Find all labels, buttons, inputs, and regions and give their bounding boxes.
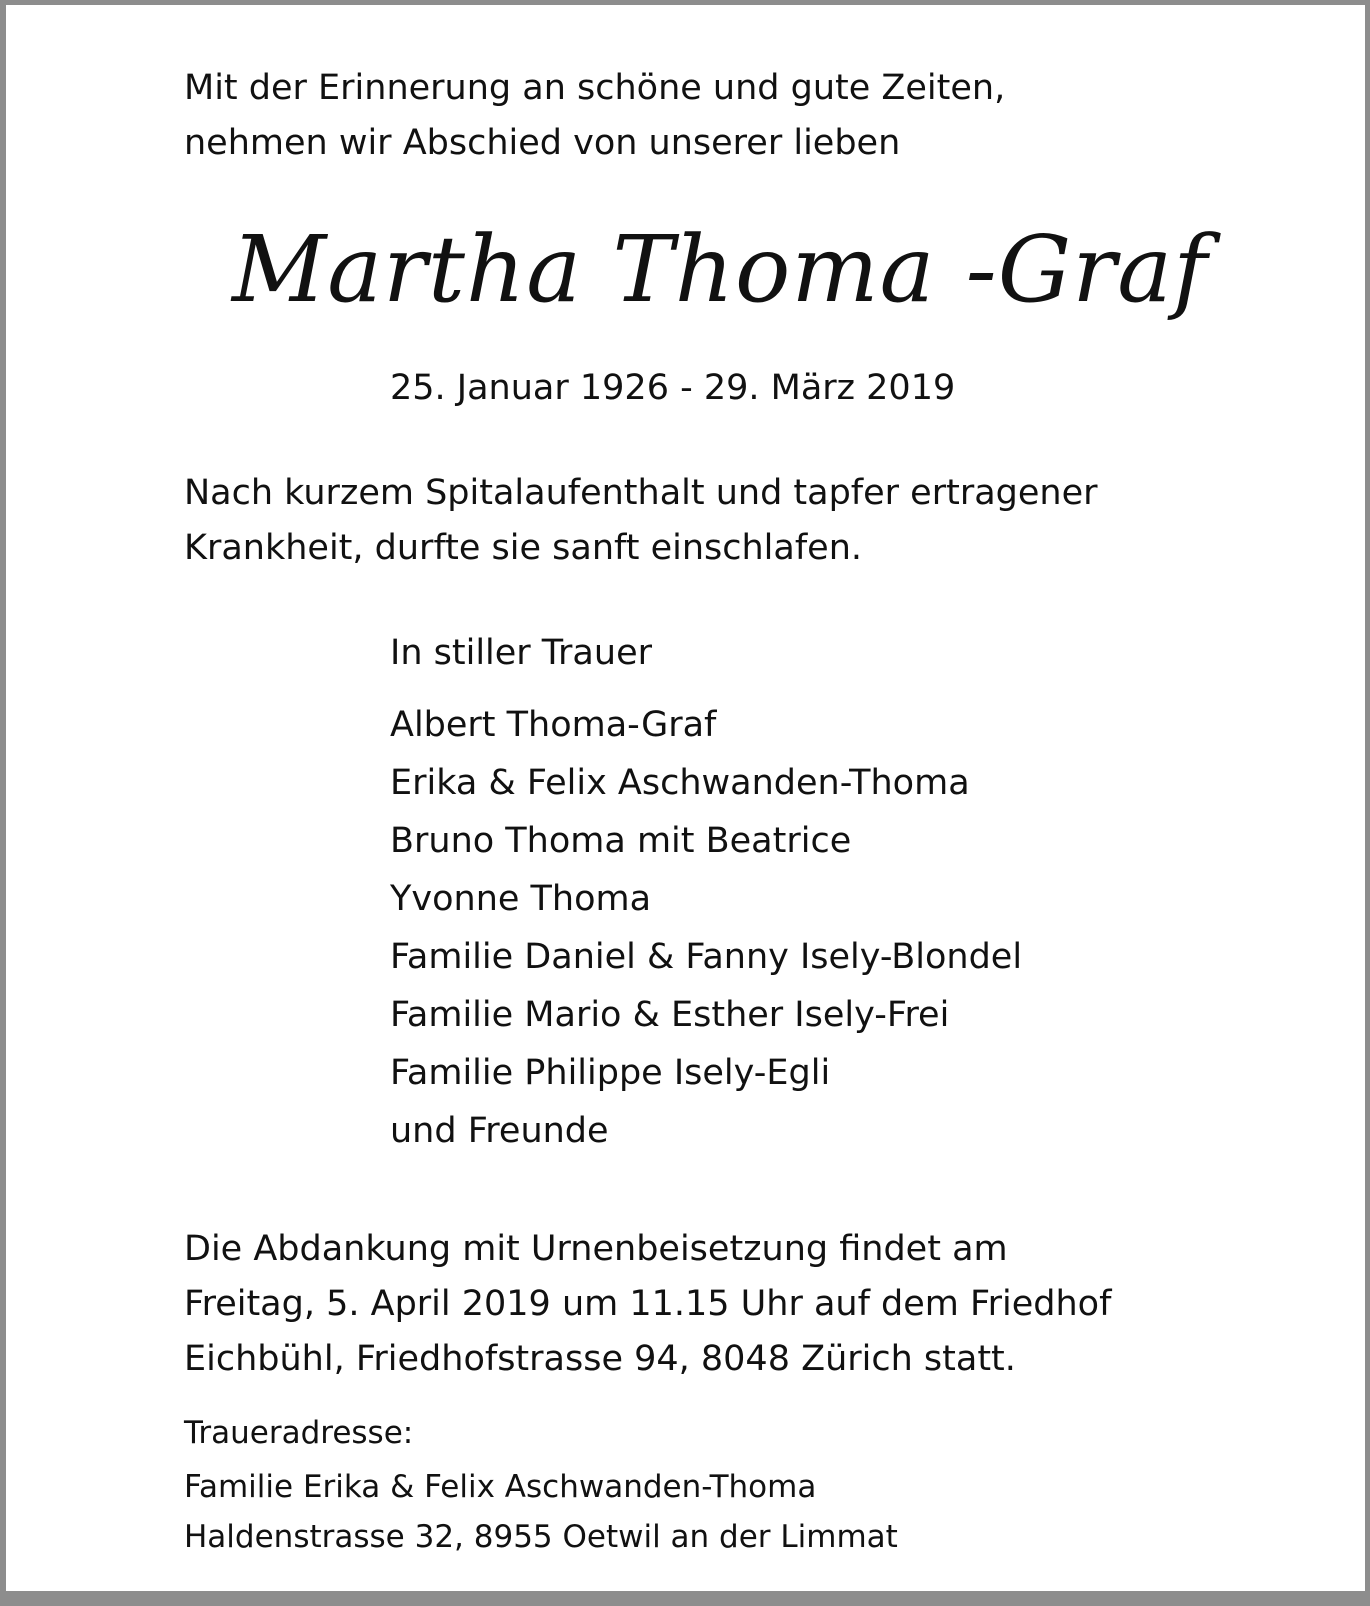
mourner-name: und Freunde [390,1111,609,1151]
address-line-1: Familie Erika & Felix Aschwanden-Thoma [184,1469,817,1505]
ceremony-line-2: Freitag, 5. April 2019 um 11.15 Uhr auf dem Friedhof [184,1284,1112,1324]
mourner-name: Familie Daniel & Fanny Isely-Blondel [390,937,1023,977]
mourner-name: Erika & Felix Aschwanden-Thoma [390,763,970,803]
mourner-name: Yvonne Thoma [390,879,652,919]
mourner-name: Bruno Thoma mit Beatrice [390,821,852,861]
deceased-name: Martha Thoma -Graf [232,216,1209,323]
intro-line-2: nehmen wir Abschied von unserer lieben [184,123,901,163]
mourners-heading: In stiller Trauer [390,633,652,673]
address-line-2: Haldenstrasse 32, 8955 Oetwil an der Limmat [184,1519,898,1555]
ceremony-line-3: Eichbühl, Friedhofstrasse 94, 8048 Zürich statt. [184,1339,1016,1379]
message-line-2: Krankheit, durfte sie sanft einschlafen. [184,528,863,568]
mourner-name: Familie Philippe Isely-Egli [390,1053,831,1093]
life-dates: 25. Januar 1926 - 29. März 2019 [390,368,956,408]
mourner-name: Familie Mario & Esther Isely-Frei [390,995,950,1035]
ceremony-line-1: Die Abdankung mit Urnenbeisetzung findet am [184,1229,1008,1269]
intro-line-1: Mit der Erinnerung an schöne und gute Zeiten, [184,68,1006,108]
message-line-1: Nach kurzem Spitalaufenthalt und tapfer ertragener [184,473,1098,513]
address-label: Traueradresse: [184,1415,414,1451]
mourner-name: Albert Thoma-Graf [390,705,717,745]
